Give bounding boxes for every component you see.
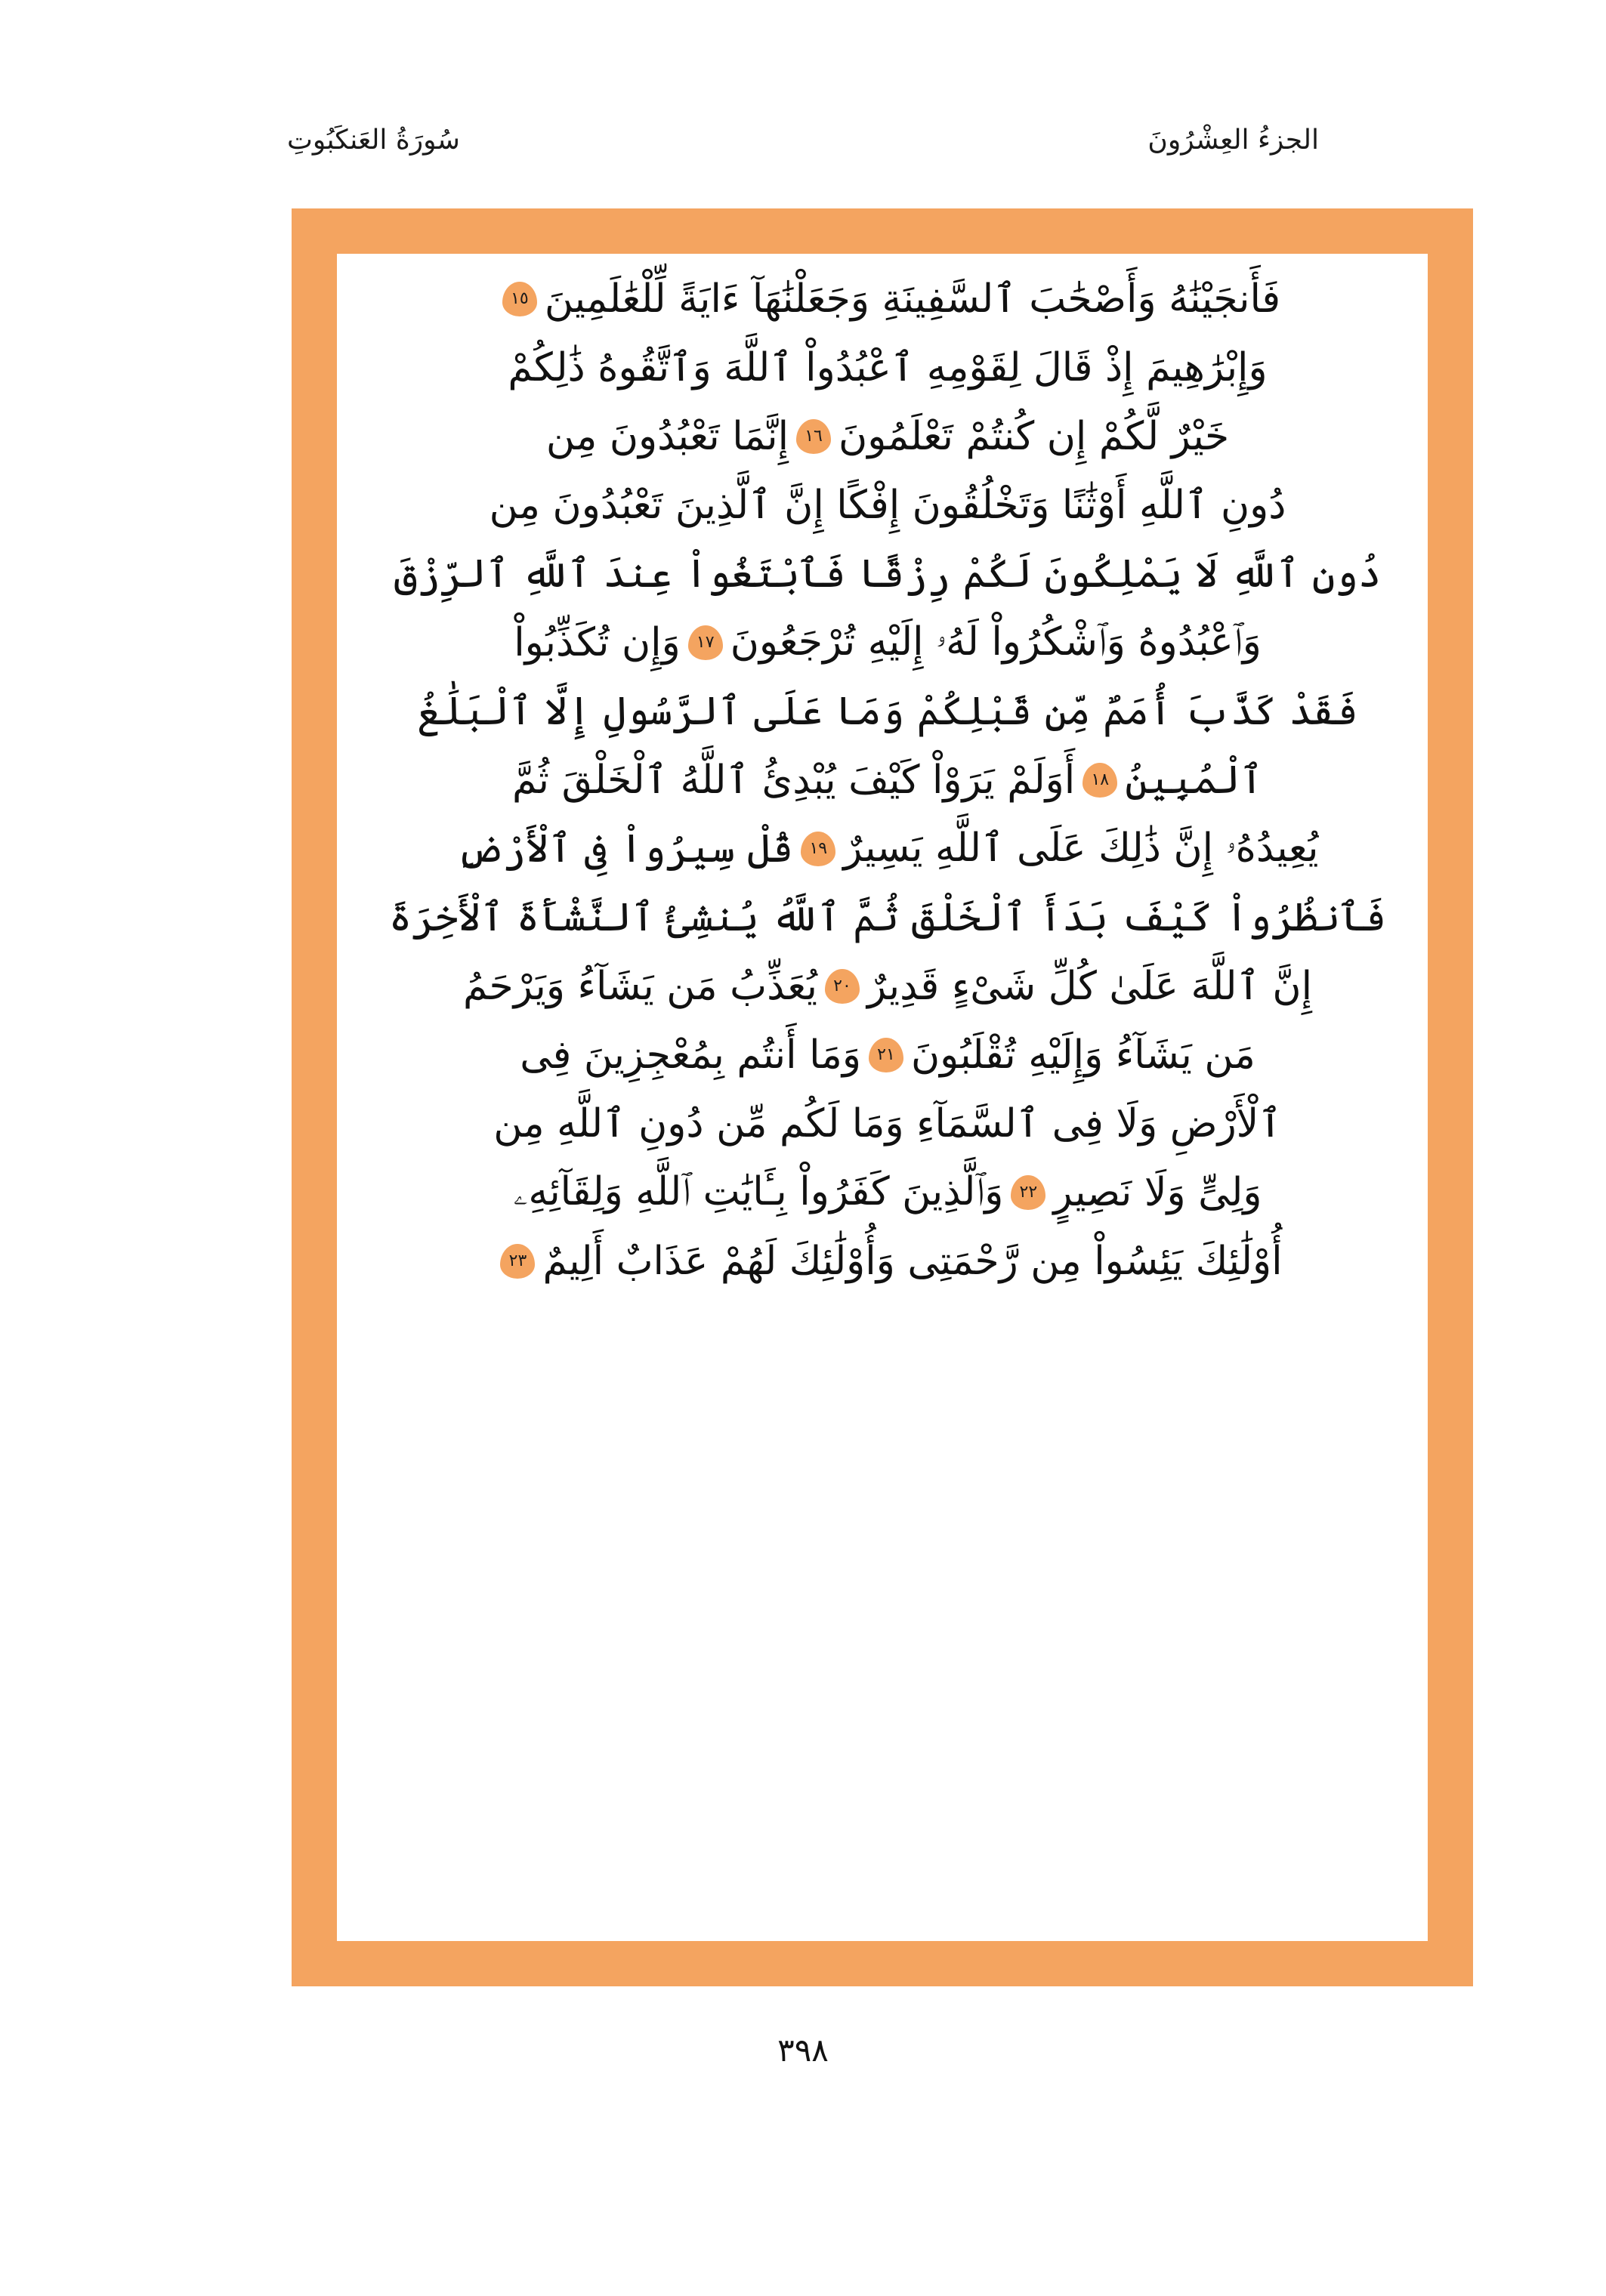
ayah-line [355,471,1420,539]
ayah-line [355,677,1420,745]
ayah-line [355,402,1420,471]
ayah-text-continued: وَٱلَّذِينَ كَفَرُواْ بِـَٔايَٰتِ ٱللَّهِ وَلِقَآئِهِۦ [513,1169,1004,1214]
ayah-line [355,264,1420,333]
ayah-text: خَيْرٌ لَّكُمْ إِن كُنتُمْ تَعْلَمُونَ [839,413,1230,459]
ayah-number-marker: ١٨ [1083,763,1117,798]
ayah-text-continued: إِنَّمَا تَعْبُدُونَ مِن [545,413,789,459]
juz-label: الجزءُ العِشْرُونَ [1147,124,1319,156]
ayah-line [355,883,1420,952]
ayah-line [355,608,1420,677]
ayah-text-continued: قُلْ سِيرُواْ فِى ٱلْأَرْضِ [456,826,794,872]
ayah-number-marker: ١٦ [796,419,831,454]
ayah-number-marker: ١٧ [688,625,723,660]
ayah-text: فَٱنظُرُواْ كَيْفَ بَدَأَ ٱلْخَلْقَ ثُمَّ ٱللَّهُ يُنشِئُ ٱلنَّشْأَةَ ٱلْأَخِرَةَ [388,894,1387,940]
page-footer [0,2032,1606,2069]
ayah-text: وَلِىٍّ وَلَا نَصِيرٍ [1053,1169,1262,1215]
ayah-text: ٱلْمُبِينُ [1125,757,1264,803]
ayah-line [355,333,1420,402]
ayah-text: دُونِ ٱللَّهِ أَوْثَٰنًا وَتَخْلُقُونَ إِفْكًا إِنَّ ٱلَّذِينَ تَعْبُدُونَ مِن [489,482,1286,528]
ayah-text-continued: يُعَذِّبُ مَن يَشَآءُ وَيَرْحَمُ [462,963,817,1009]
ayah-text-continued: وَمَا أَنتُم بِمُعْجِزِينَ فِى [520,1032,861,1078]
ayah-line [355,952,1420,1020]
ayah-line [355,745,1420,814]
ayah-line [355,1089,1420,1158]
ayah-line [355,539,1420,608]
ayah-text: ٱلْأَرْضِ وَلَا فِى ٱلسَّمَآءِ وَمَا لَكُم مِّن دُونِ ٱللَّهِ مِن [493,1100,1282,1146]
ayah-number-marker: ٢٠ [825,969,860,1004]
ayah-text: وَٱعْبُدُوهُ وَٱشْكُرُواْ لَهُۥ إِلَيْهِ تُرْجَعُونَ [730,619,1262,665]
ayah-text: يُعِيدُهُۥ إِنَّ ذَٰلِكَ عَلَى ٱللَّهِ يَسِيرٌ [843,826,1319,871]
ayah-line [355,1227,1420,1295]
ayah-number-marker: ١٥ [502,282,537,316]
ayah-number-marker: ٢٣ [500,1244,535,1279]
ayah-text: إِنَّ ٱللَّهَ عَلَىٰ كُلِّ شَىْءٍ قَدِيرٌ [866,963,1313,1009]
ayah-number-marker: ٢١ [869,1038,903,1072]
ayah-text: أُوْلَٰئِكَ يَئِسُواْ مِن رَّحْمَتِى وَأُوْلَٰئِكَ لَهُمْ عَذَابٌ أَلِيمٌ [542,1238,1283,1284]
ayah-text: وَإِبْرَٰهِيمَ إِذْ قَالَ لِقَوْمِهِ ٱعْبُدُواْ ٱللَّهَ وَٱتَّقُوهُ ذَٰلِكُمْ [508,344,1268,390]
page-header [0,113,1606,166]
ayah-number-marker: ١٩ [801,832,835,866]
ayah-text: مَن يَشَآءُ وَإِلَيْهِ تُقْلَبُونَ [910,1032,1255,1078]
ayah-text: فَأَنجَيْنَٰهُ وَأَصْحَٰبَ ٱلسَّفِينَةِ وَجَعَلْنَٰهَآ ءَايَةً لِّلْعَٰلَمِينَ [544,276,1281,322]
page-number: ٣٩٨ [777,2032,829,2069]
ayah-line [355,814,1420,883]
ayah-text: دُونِ ٱللَّهِ لَا يَمْلِكُونَ لَكُمْ رِزْقًا فَٱبْتَغُواْ عِندَ ٱللَّهِ ٱلرِّزْقَ [394,551,1382,597]
ayah-line [355,1020,1420,1089]
ayah-text: فَقَدْ كَذَّبَ أُمَمٌ مِّن قَبْلِكُمْ وَمَا عَلَى ٱلرَّسُولِ إِلَّا ٱلْبَلَٰغُ [417,688,1358,734]
surah-label: سُورَةُ العَنكَبُوتِ [287,124,460,156]
quran-text-block [355,264,1420,1933]
ayah-number-marker: ٢٢ [1011,1175,1045,1210]
ayah-text-continued: وَإِن تُكَذِّبُواْ [514,619,681,665]
ayah-line [355,1158,1420,1227]
ayah-text-continued: أَوَلَمْ يَرَوْاْ كَيْفَ يُبْدِئُ ٱللَّهُ ٱلْخَلْقَ ثُمَّ [511,757,1076,803]
